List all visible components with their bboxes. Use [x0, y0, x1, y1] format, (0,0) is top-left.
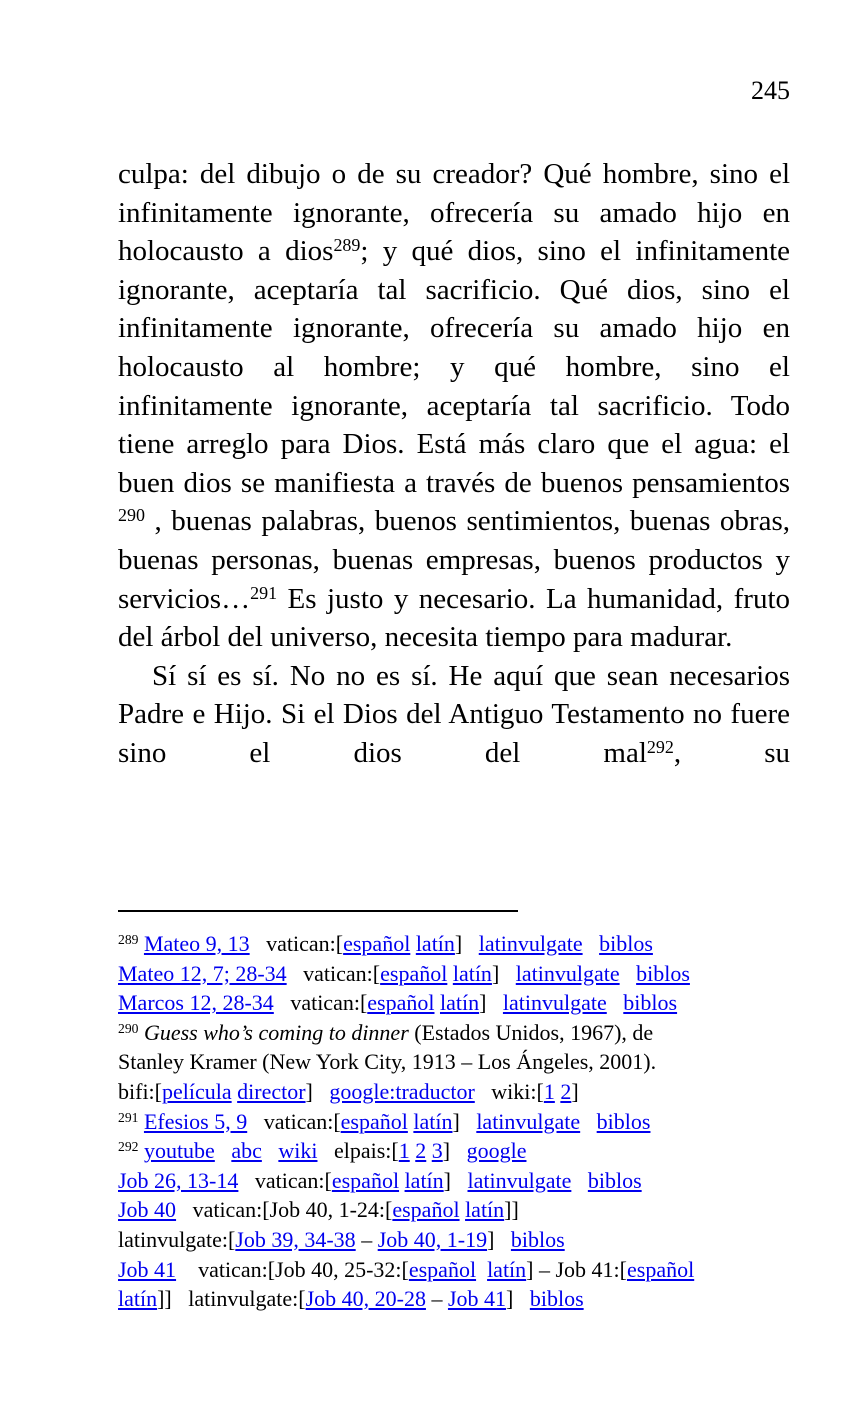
footnote-marker-289: 289	[333, 235, 361, 256]
text-run: –	[355, 1226, 378, 1252]
footnote-line	[118, 1225, 798, 1255]
text-run: ]	[442, 1138, 467, 1164]
link-lat-n[interactable]: latín	[118, 1286, 158, 1312]
link-espa-ol[interactable]: español	[380, 960, 448, 986]
text-run: vatican:[Job 40, 25-32:[	[176, 1256, 409, 1282]
body-paragraph	[118, 155, 790, 657]
footnote-line	[118, 1166, 798, 1196]
link-biblos[interactable]: biblos	[510, 1226, 565, 1252]
link-mateo-9-13[interactable]: Mateo 9, 13	[143, 931, 250, 956]
link-lat-n[interactable]: latín	[487, 1256, 527, 1282]
text-run: Stanley Kramer (New York City, 1913 – Los Ángeles, 2001).	[118, 1049, 657, 1075]
text-run: ; y qué dios, sino el infinitamente ignorante, aceptaría tal sacrificio. Qué dios, sino el infinitamente ignorante, ofrecería su amado hijo en holocausto al hombre; y qué hombre, sino el infinitamente ignorante, aceptaría tal sacrificio. Todo tiene arreglo para Dios. Está más claro que el agua: el buen dios se manifiesta a través de buenos pensamientos	[118, 235, 790, 499]
footnote-line	[118, 1136, 798, 1166]
text-run: vatican:[	[273, 990, 368, 1016]
text-run: vatican:[	[247, 1108, 341, 1134]
text-run: ]	[452, 1108, 477, 1134]
link-marcos-12-28-34[interactable]: Marcos 12, 28-34	[118, 990, 274, 1016]
text-run: Sí sí es sí. No no es sí. He aquí que sean necesarios Padre e Hijo. Si el Dios del Antiguo Testamento no fuere sino el dios del mal	[118, 659, 790, 769]
link-job-41[interactable]: Job 41	[118, 1256, 177, 1282]
link-efesios-5-9[interactable]: Efesios 5, 9	[143, 1108, 248, 1134]
link-latinvulgate[interactable]: latinvulgate	[476, 1108, 581, 1134]
footnote-line	[118, 1195, 798, 1225]
text-run: bifi:[	[118, 1078, 162, 1104]
link-google[interactable]: google	[466, 1138, 527, 1164]
link-2[interactable]: 2	[560, 1078, 572, 1104]
footnote-marker-290: 290	[118, 1020, 139, 1036]
text-run: ]	[454, 931, 479, 956]
link-biblos[interactable]: biblos	[599, 931, 653, 956]
link-job-40-20-28[interactable]: Job 40, 20-28	[305, 1286, 426, 1312]
link-espa-ol[interactable]: español	[367, 990, 435, 1016]
footnote-line	[118, 1255, 798, 1285]
text-run	[583, 931, 600, 956]
text-run	[620, 961, 637, 986]
footnote-marker-292: 292	[118, 1139, 139, 1155]
link-latinvulgate[interactable]: latinvulgate	[467, 1167, 572, 1193]
link-lat-n[interactable]: latín	[413, 1108, 453, 1134]
page-number: 245	[751, 76, 790, 105]
footnote-marker-290: 290	[118, 505, 145, 526]
text-run	[580, 1109, 597, 1134]
footnote-line	[118, 959, 798, 989]
link-biblos[interactable]: biblos	[529, 1286, 584, 1312]
link-biblos[interactable]: biblos	[596, 1108, 651, 1134]
footnote-separator	[118, 910, 518, 912]
link-lat-n[interactable]: latín	[452, 960, 492, 986]
link-abc[interactable]: abc	[231, 1138, 262, 1164]
footnote-line	[118, 1077, 798, 1107]
link-biblos[interactable]: biblos	[636, 960, 690, 986]
footnote-line	[118, 1018, 798, 1048]
text-run	[476, 1257, 487, 1282]
link-job-40-1-19[interactable]: Job 40, 1-19	[377, 1226, 488, 1252]
footnote-line	[118, 988, 798, 1018]
text-run: (Estados Unidos, 1967), de	[408, 1019, 654, 1045]
link-lat-n[interactable]: latín	[415, 931, 455, 956]
footnote-marker-291: 291	[250, 582, 278, 603]
link-2[interactable]: 2	[415, 1138, 427, 1164]
text-run	[571, 1168, 588, 1193]
text-run: , buenas palabras, buenos sentimientos, buenas obras, buenas personas, buenas empresas, buenos productos y servicios…	[118, 505, 790, 615]
footnote-marker-292: 292	[646, 736, 674, 757]
footnote-289	[118, 929, 798, 1018]
text-run: Es justo y necesario. La humanidad, fruto del árbol del universo, necesita tiempo para madurar.	[118, 582, 790, 654]
link-3[interactable]: 3	[431, 1138, 443, 1164]
link-google-traductor[interactable]: google:traductor	[329, 1078, 475, 1104]
text-run: ]	[443, 1167, 468, 1193]
link-espa-ol[interactable]: español	[343, 931, 411, 956]
link-espa-ol[interactable]: español	[340, 1108, 408, 1134]
footnote-marker-289: 289	[118, 932, 139, 948]
text-run: vatican:[	[249, 931, 344, 956]
text-run	[215, 1138, 232, 1163]
footnote-line	[118, 1107, 798, 1137]
link-job-26-13-14[interactable]: Job 26, 13-14	[118, 1167, 239, 1193]
text-run: vatican:[	[286, 960, 381, 986]
footnote-line	[118, 929, 798, 959]
footnote-line	[118, 1284, 798, 1314]
footnotes	[118, 929, 798, 1314]
text-run: ]] latinvulgate:[	[157, 1286, 306, 1312]
link-job-40[interactable]: Job 40	[118, 1197, 177, 1223]
text-run	[262, 1138, 279, 1163]
text-run: ]	[506, 1286, 530, 1312]
link-job-41[interactable]: Job 41	[447, 1286, 507, 1312]
link-biblos[interactable]: biblos	[587, 1167, 642, 1193]
text-run: ] – Job 41:[	[526, 1256, 627, 1282]
link-latinvulgate[interactable]: latinvulgate	[502, 990, 607, 1016]
text-run: vatican:[	[238, 1167, 332, 1193]
text-run	[607, 990, 624, 1015]
link-mateo-12-7-28-34[interactable]: Mateo 12, 7; 28-34	[118, 960, 287, 986]
text-run: elpais:[	[317, 1138, 399, 1164]
italic-title: Guess who’s coming to dinner	[143, 1019, 409, 1045]
footnote-292	[118, 1136, 798, 1314]
footnote-marker-291: 291	[118, 1109, 139, 1125]
text-run: latinvulgate:[	[118, 1226, 236, 1252]
link-latinvulgate[interactable]: latinvulgate	[515, 960, 620, 986]
text-run: ]	[491, 960, 516, 986]
text-run: vatican:[Job 40, 1-24:[	[176, 1197, 393, 1223]
footnote-290	[118, 1018, 798, 1107]
text-run: ]]	[504, 1197, 519, 1223]
text-run: ]	[479, 990, 503, 1016]
text-run: ]	[305, 1078, 330, 1104]
text-run: , su	[673, 736, 790, 769]
text-run: ]	[487, 1226, 511, 1252]
link-1[interactable]: 1	[398, 1138, 410, 1164]
link-lat-n[interactable]: latín	[439, 990, 480, 1016]
footnote-291	[118, 1107, 798, 1137]
text-run: –	[425, 1286, 448, 1312]
link-espa-ol[interactable]: español	[408, 1256, 477, 1282]
text-run: culpa: del dibujo o de su creador? Qué hombre, sino el infinitamente ignorante, ofrecería su amado hijo en holocausto a dios	[118, 158, 790, 268]
link-director[interactable]: director	[237, 1078, 306, 1104]
link-espa-ol[interactable]: español	[331, 1167, 400, 1193]
link-biblos[interactable]: biblos	[623, 990, 678, 1016]
link-lat-n[interactable]: latín	[465, 1197, 505, 1223]
text-run: ]	[571, 1078, 579, 1104]
link-wiki[interactable]: wiki	[278, 1138, 318, 1164]
text-run: wiki:[	[474, 1078, 544, 1104]
link-youtube[interactable]: youtube	[143, 1138, 215, 1164]
body-text	[118, 155, 790, 773]
link-1[interactable]: 1	[543, 1078, 555, 1104]
link-espa-ol[interactable]: español	[627, 1256, 695, 1282]
link-latinvulgate[interactable]: latinvulgate	[478, 931, 583, 956]
link-lat-n[interactable]: latín	[404, 1167, 444, 1193]
link-espa-ol[interactable]: español	[392, 1197, 460, 1223]
link-pel-cula[interactable]: película	[162, 1078, 232, 1104]
body-paragraph	[118, 657, 790, 773]
footnote-line	[118, 1047, 798, 1077]
link-job-39-34-38[interactable]: Job 39, 34-38	[235, 1226, 356, 1252]
